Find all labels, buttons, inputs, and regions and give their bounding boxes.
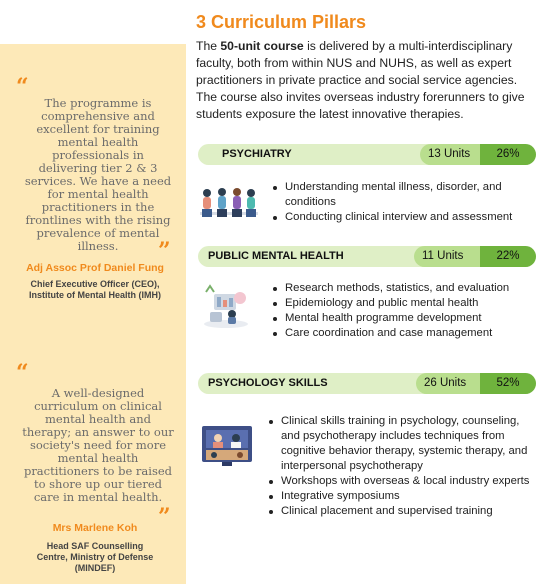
list-item: Epidemiology and public mental health: [272, 296, 534, 311]
list-item: Clinical placement and supervised training: [268, 504, 536, 519]
testimonial-name-1: Adj Assoc Prof Daniel Fung: [26, 262, 164, 274]
page-title: 3 Curriculum Pillars: [196, 12, 367, 32]
pillar-bullets-psychology-skills: [268, 414, 536, 519]
video-session-illustration: [200, 424, 254, 468]
pillar-name: PSYCHIATRY: [222, 148, 292, 160]
close-quote-icon: ”: [158, 238, 171, 264]
data-analysis-illustration: [200, 284, 252, 330]
open-quote-icon: “: [16, 74, 29, 100]
pillar-bar-psychiatry: [198, 144, 536, 165]
pillar-name: PUBLIC MENTAL HEALTH: [208, 250, 344, 262]
pillar-units: 26 Units: [416, 373, 484, 394]
list-item: Care coordination and case management: [272, 326, 534, 341]
pillar-bullets-public-mental-health: [272, 281, 534, 341]
group-therapy-illustration: [198, 184, 260, 222]
open-quote-icon: “: [16, 360, 29, 386]
pillar-bar-public-mental-health: [198, 246, 536, 267]
intro-highlight: 50-unit course: [220, 39, 304, 53]
pillar-bar-psychology-skills: [198, 373, 536, 394]
pillar-units: 11 Units: [414, 246, 482, 267]
testimonial-role-2: Head SAF Counselling Centre, Ministry of Defense (MINDEF): [36, 541, 154, 573]
pillar-bullets-psychiatry: [272, 180, 534, 225]
testimonial-role-1: Chief Executive Officer (CEO), Institute of Mental Health (IMH): [29, 279, 161, 300]
list-item: Understanding mental illness, disorder, and conditions: [272, 180, 534, 210]
pillar-units: 13 Units: [420, 144, 488, 165]
list-item: Integrative symposiums: [268, 489, 536, 504]
testimonial-quote-1: The programme is comprehensive and excellent for training mental health professionals in delivering tier 2 & 3 services. We have a need for mental health practitioners in the frontlines with the rising prevalence of mental illness.: [24, 96, 172, 253]
pillar-percent: 26%: [480, 144, 536, 165]
testimonial-name-2: Mrs Marlene Koh: [52, 522, 138, 534]
pillar-percent: 52%: [480, 373, 536, 394]
list-item: Mental health programme development: [272, 311, 534, 326]
close-quote-icon: ”: [158, 504, 171, 530]
list-item: Conducting clinical interview and assessment: [272, 210, 534, 225]
intro-paragraph: The 50-unit course is delivered by a multi-interdisciplinary faculty, both from within NUS and NUHS, as well as expert practitioners in private practice and social service agencies. The course also invites overseas industry forerunners to give students exposure the latest innovative therapies.: [196, 39, 525, 121]
list-item: Clinical skills training in psychology, counseling, and psychotherapy includes techniques from cognitive behavior therapy, systemic therapy, and interpersonal psychotherapy: [268, 414, 536, 474]
list-item: Research methods, statistics, and evaluation: [272, 281, 534, 296]
testimonial-quote-2: A well-designed curriculum on clinical mental health and therapy; an answer to our society's need for more mental health practitioners to be raised to shore up our tiered care in mental health.: [22, 386, 174, 504]
list-item: Workshops with overseas & local industry experts: [268, 474, 536, 489]
pillar-name: PSYCHOLOGY SKILLS: [208, 377, 328, 389]
pillar-percent: 22%: [480, 246, 536, 267]
